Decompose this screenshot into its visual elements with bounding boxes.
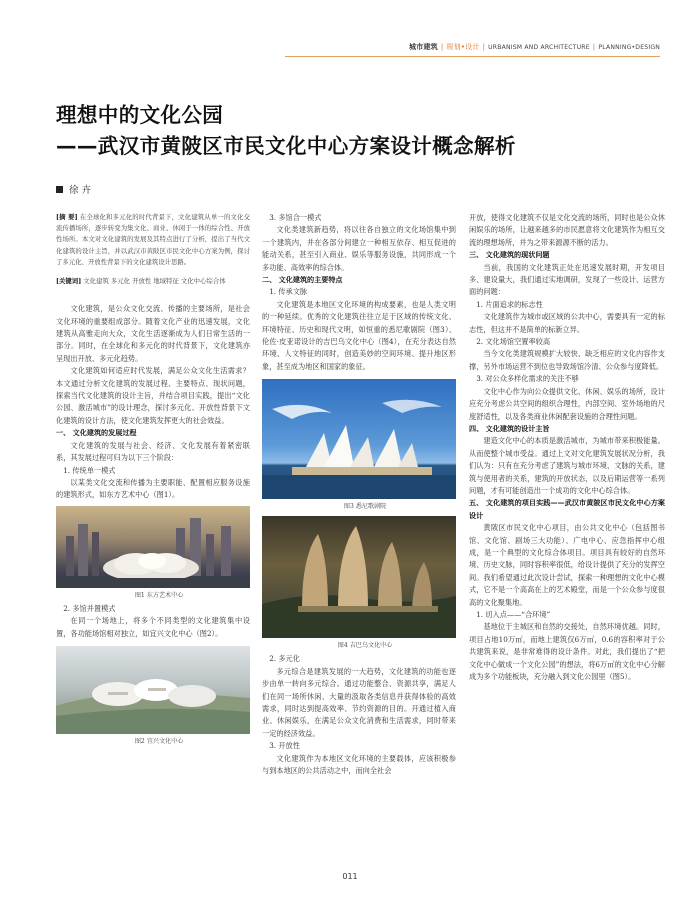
paragraph: 文化建筑，是公众文化交流、传播的主要场所，是社会文化环境的重要组成部分。随着文化产业的迅速发展，文化建筑从高雅走向大众，文化生活逐渐成为人们日常生活的一部分。同时，在全球化和多元化的时代背景下，文化建筑亦呈现出开放、多元化趋势。 [56,304,250,363]
section-heading: 一、 文化建筑的发展过程 [56,428,137,438]
paragraph: 文化类建筑新趋势，将以往各自独立的文化场馆集中到一个建筑内，并在各部分间建立一种相互依存、相互促进的能动关系，甚至引入商业、娱乐等服务设施，共同形成一个多功能、高效率的综合体。 [262,225,456,272]
subheading: 3. 对公众多样化需求的关注不够 [476,374,579,384]
subheading: 3. 开放性 [269,741,300,751]
title-line-1: 理想中的文化公园 [56,103,224,127]
paragraph: 黄陂区市民文化中心项目，由公共文化中心（包括图书馆、文化馆、剧场三大功能）、广电中心、应急指挥中心组成，是一个典型的文化综合体项目。项目具有较好的自然环境、历史文脉，同时容积率很低，给设计提供了充分的发挥空间。我们希望通过此次设计尝试，探索一种理想的文化中心模式，它不是一个高高在上的艺术殿堂，而是一个公众参与度很高的文化聚集地。 [469,523,665,607]
header-category: 规划•设计 [446,43,480,51]
author-square-icon [56,186,63,193]
author-name: 徐 卉 [69,185,92,196]
figure-4-image [262,516,456,638]
keywords-text: 文化建筑 多元化 开放性 地域特征 文化中心综合体 [83,277,226,286]
column-3 [469,212,665,683]
subheading: 1. 传承文脉 [269,287,308,297]
paragraph: 当今文化类建筑规模扩大较快、缺乏相应的文化内容作支撑，另外市场运营不到位也导致场馆冷清、公众参与度降低。 [469,349,665,371]
subheading: 2. 文化场馆空置率较高 [476,337,551,347]
paragraph: 当前，我国的文化建筑正处在迅速发展时期，开发项目多、建设量大，我们通过实地调研，发现了一些设计、运营方面的问题： [469,262,665,297]
paragraph: 以某类文化交流和传播为主要职能、配置相应服务设施的建筑形式，如东方艺术中心（图1）。 [56,477,250,500]
column-1 [56,212,250,749]
subheading: 3. 多馆合一模式 [269,213,322,222]
abstract-text: 在全球化和多元化的时代背景下，文化建筑从单一的文化交流传播场所，逐步转变为集文化、商业、休闲于一体的综合性、开放性场所。本文对文化建筑的发展及其特点进行了分析，提出了当代文化建筑的设计主旨，并以武汉市黄陂区市民文化中心方案为例，探讨了多元化、开放性背景下的文化建筑设计思路。 [56,213,250,266]
figure-2-caption: 图2 宜兴文化中心 [134,737,184,745]
paragraph: 文化建筑如何适应时代发展，满足公众文化生活需求？本文通过分析文化建筑的发展过程、主要特点、现状问题，探索当代文化建筑的设计主旨，并结合项目实践，提出“文化公园、激活城市”的设计理念，探讨多元化、开放性背景下文化建筑的设计方法，使文化建筑发挥更大的社会效益。 [56,366,250,425]
column-2 [262,212,456,777]
keywords [56,276,250,287]
paragraph: 文化建筑作为城市或区域的公共中心，需要具有一定的标志性，但这并不是简单的标新立异。 [469,312,665,334]
header-english-right: PLANNING•DESIGN [598,44,660,51]
paragraph: 文化建筑的发展与社会、经济、文化发展有着紧密联系，其发展过程可归为以下三个阶段： [56,440,250,463]
subheading: 1. 切入点——“合环境” [476,610,551,619]
section-heading: 五、 文化建筑的项目实践——武汉市黄陂区市民文化中心方案设计 [469,498,665,520]
subheading: 2. 多元化 [269,654,300,664]
figure-1-image [56,506,250,588]
subheading: 1. 片面追求的标志性 [476,299,543,309]
author-line [56,182,91,196]
oriental-art-center-illustration [56,506,250,588]
header-english-left: URBANISM AND ARCHITECTURE [488,44,590,51]
figure-4-caption: 图4 吉巴乌文化中心 [337,642,393,650]
tjibaou-center-illustration [262,516,456,638]
figure-1-caption: 图1 东方艺术中心 [134,591,184,599]
figure-3-caption: 图3 悉尼歌剧院 [343,503,387,511]
yixing-culture-center-illustration [56,646,250,734]
subheading: 2. 多馆并置模式 [63,603,116,613]
subheading: 1. 传统单一模式 [63,465,116,475]
figure-2-image [56,646,250,734]
keywords-label: [关键词] [56,277,82,286]
figure-3-image [262,379,456,499]
paragraph: 文化建筑作为本地区文化环境的主要载体，应该积极参与到本地区的公共活动之中，而向全社会 [262,753,456,775]
abstract [56,212,250,268]
paragraph: 多元综合是建筑发展的一大趋势，文化建筑的功能也逐步由单一转向多元综合。通过功能整合、资源共享，满足人们在同一场所休闲、大量的汲取各类信息并获得体验的高效需求，同时达到提高效率、节约资源的目的。开通过植入商业、休闲娱乐，在满足公众文化消费和生活需求，同时带来一定的经济效益。 [262,666,456,738]
title-line-2: ——武汉市黄陂区市民文化中心方案设计概念解析 [56,134,516,158]
article-title [56,100,516,162]
paragraph: 开放，使得文化建筑不仅是文化交流的场所，同时也是公众休闲娱乐的场所，让越来越多的市民愿意将文化建筑作为相互交流的理想场所，并为之带来源源不断的活力。 [469,213,665,247]
section-heading: 二、 文化建筑的主要特点 [262,275,343,285]
paragraph: 建造文化中心的本质是激活城市，为城市带来积极能量。从而使整个城市受益。通过上文对文化建筑发展状况分析，我们认为：只有在充分考虑了建筑与城市环境、文脉的关系，建筑与使用者的关系，建筑的开放状态，以及后期运营等一系列问题，才有可能创造出一个成功的文化中心综合体。 [469,436,665,495]
abstract-label: [摘 要] [56,213,78,221]
section-heading: 三、 文化建筑的现状问题 [469,250,550,260]
paragraph: 文化建筑是本地区文化环境的构成要素，也是人类文明的一种延续。优秀的文化建筑往往立足于区域的传统文化、环境特征、历史和现代文明，如恒重的悉尼歌剧院（图3）、伦佐·皮亚诺设计的吉巴乌文化中心（图4），在充分表达自然环境、人文特征的同时，创造美妙的空间环境、提升地区形象，甚至成为地区和国家的象征。 [262,299,456,371]
running-header: 城市建筑 | 规划•设计 | URBANISM AND ARCHITECTURE | PLANNING•DESIGN [409,43,660,51]
section-heading: 四、 文化建筑的设计主旨 [469,423,550,433]
header-section: 城市建筑 [409,43,438,51]
paragraph: 基地位于主城区和自然的交接处，自然环境优越。同时，项目占地10万㎡，而地上建筑仅6万㎡，0.6的容积率对于公共建筑来说，是非常难得的设计条件。对此，我们提出了“把文化中心做成一个文化公园”的想法，将6万㎡的文化中心分解成为多个功能板块，充分融入到文化公园里（图5）。 [469,622,665,682]
header-rule [285,56,660,57]
sydney-opera-house-illustration [262,379,456,499]
paragraph: 在同一个场地上，将多个不同类型的文化建筑集中设置，各功能场馆相对独立，如宜兴文化中心（图2）。 [56,616,250,638]
paragraph: 文化中心作为向公众提供文化、休闲、娱乐的场所，设计应充分考虑公共空间的组织合理性，内部空间、室外场地的尺度舒适性，以及各类商业休闲配套设施的合理性问题。 [469,386,665,421]
page-number: 011 [342,872,358,881]
